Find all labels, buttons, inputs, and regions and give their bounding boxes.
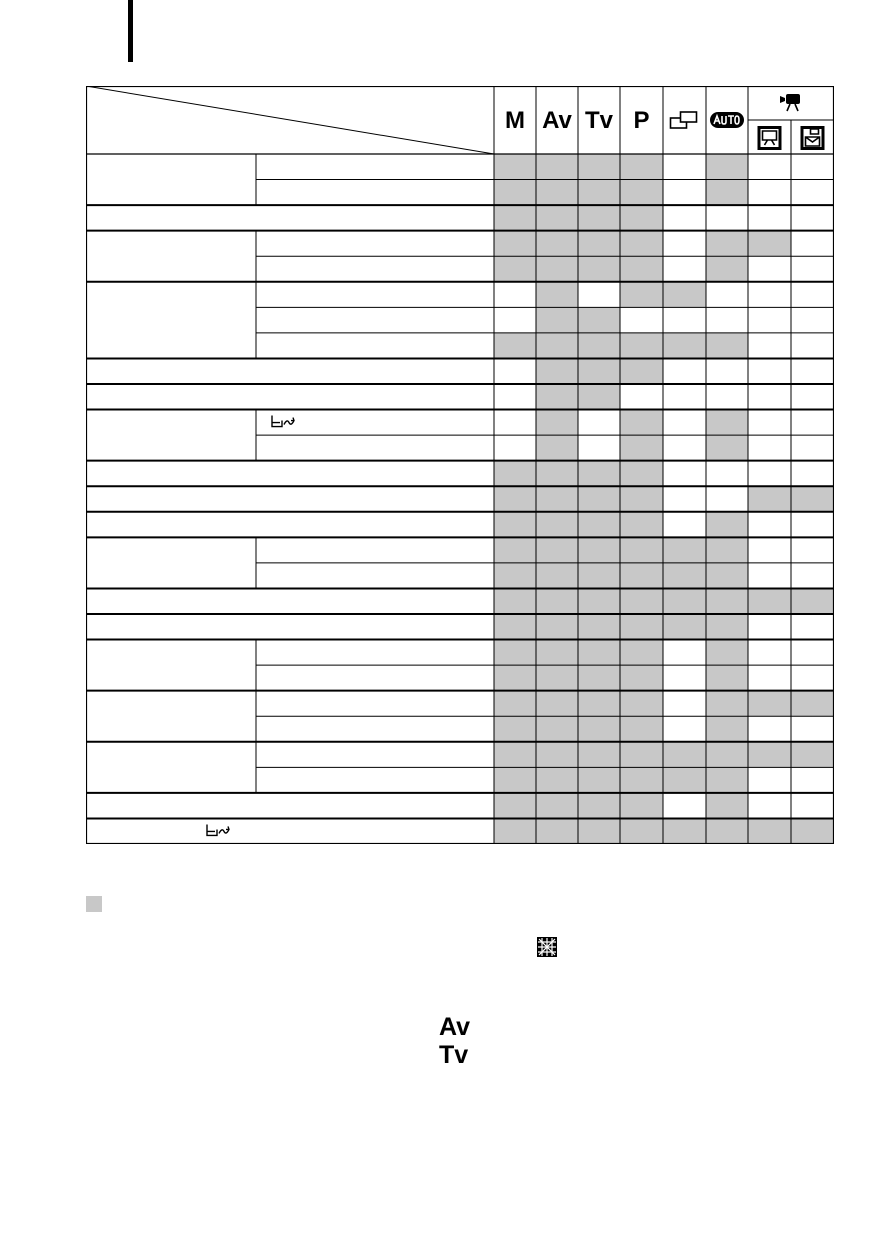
table-cell-available (620, 205, 663, 231)
table-cell-available (494, 512, 536, 538)
table-cell-available (578, 512, 620, 538)
table-cell-available (578, 716, 620, 742)
table-cell-available (620, 231, 663, 257)
table-cell-available (620, 180, 663, 206)
table-cell-available (536, 818, 578, 844)
table-cell-available (536, 640, 578, 666)
table-cell-available (536, 282, 578, 308)
table-cell-available (494, 205, 536, 231)
table-cell-available (663, 614, 706, 640)
table-cell-available (748, 691, 791, 717)
table-cell-available (536, 154, 578, 180)
table-cell-available (748, 486, 791, 512)
table-cell-available (536, 384, 578, 410)
table-cell-available (578, 231, 620, 257)
table-cell-available (620, 256, 663, 282)
table-cell-available (494, 691, 536, 717)
table-cell-available (706, 256, 748, 282)
table-cell-available (620, 154, 663, 180)
table-cell-available (663, 563, 706, 589)
table-cell-available (536, 307, 578, 333)
table-cell-available (620, 640, 663, 666)
table-cell-available (536, 512, 578, 538)
table-cell-available (536, 614, 578, 640)
table-cell-available (706, 154, 748, 180)
table-cell-available (494, 614, 536, 640)
table-cell-available (578, 614, 620, 640)
auto-mode-icon (710, 112, 744, 128)
table-cell-available (706, 716, 748, 742)
table-cell-available (663, 818, 706, 844)
table-cell-available (494, 793, 536, 819)
table-cell-available (494, 180, 536, 206)
mode-label-p: P (633, 107, 650, 134)
table-cell-available (706, 231, 748, 257)
table-cell-available (578, 665, 620, 691)
table-cell-available (663, 537, 706, 563)
table-cell-available (536, 793, 578, 819)
table-cell-available (536, 665, 578, 691)
table-cell-available (620, 793, 663, 819)
table-cell-available (706, 588, 748, 614)
table-cell-available (620, 512, 663, 538)
movie-standard-icon (758, 126, 782, 150)
table-cell-available (706, 537, 748, 563)
table-cell-available (620, 333, 663, 359)
table-cell-available (706, 180, 748, 206)
table-cell-available (620, 665, 663, 691)
highlight-legend-swatch (86, 896, 102, 912)
table-grid (86, 86, 834, 844)
table-cell-available (578, 691, 620, 717)
table-cell-available (578, 384, 620, 410)
table-cell-available (748, 588, 791, 614)
stitch-assist-icon (671, 112, 697, 128)
table-cell-available (620, 691, 663, 717)
table-cell-available (791, 486, 834, 512)
table-cell-available (620, 537, 663, 563)
table-cell-available (706, 563, 748, 589)
table-cell-available (791, 691, 834, 717)
table-cell-available (536, 435, 578, 461)
table-cell-available (620, 410, 663, 436)
table-cell-available (494, 665, 536, 691)
table-cell-available (494, 640, 536, 666)
table-cell-available (494, 563, 536, 589)
table-cell-available (706, 435, 748, 461)
table-cell-available (536, 333, 578, 359)
table-cell-available (706, 818, 748, 844)
table-cell-available (706, 793, 748, 819)
table-cell-available (536, 461, 578, 487)
table-cell-available (494, 767, 536, 793)
table-cell-available (578, 333, 620, 359)
table-cell-available (578, 793, 620, 819)
movie-email-icon (801, 126, 825, 150)
table-cell-available (791, 818, 834, 844)
table-cell-available (536, 537, 578, 563)
table-cell-available (578, 358, 620, 384)
table-cell-available (706, 614, 748, 640)
function-availability-table (86, 86, 834, 844)
table-cell-available (620, 588, 663, 614)
table-cell-available (578, 640, 620, 666)
table-cell-available (791, 742, 834, 768)
table-cell-available (578, 537, 620, 563)
table-cell-available (536, 256, 578, 282)
table-cell-available (620, 358, 663, 384)
table-cell-available (663, 333, 706, 359)
table-cell-available (578, 307, 620, 333)
table-cell-available (663, 282, 706, 308)
table-cell-available (578, 588, 620, 614)
mode-label-av: Av (542, 107, 572, 134)
table-cell-available (620, 742, 663, 768)
header-diagonal (86, 86, 494, 154)
table-cell-available (620, 563, 663, 589)
table-cell-available (578, 154, 620, 180)
table-cell-available (494, 486, 536, 512)
table-cell-available (536, 767, 578, 793)
table-cell-available (536, 716, 578, 742)
table-cell-available (494, 537, 536, 563)
table-cell-available (620, 767, 663, 793)
table-cell-available (791, 588, 834, 614)
table-cell-available (536, 410, 578, 436)
table-cell-available (536, 563, 578, 589)
table-cell-available (663, 742, 706, 768)
table-cell-available (536, 588, 578, 614)
table-cell-available (748, 818, 791, 844)
table-cell-available (620, 818, 663, 844)
table-cell-available (494, 588, 536, 614)
table-cell-available (536, 742, 578, 768)
table-cell-available (663, 588, 706, 614)
table-cell-available (706, 410, 748, 436)
table-cell-available (663, 767, 706, 793)
note-mode-av: Av (439, 1013, 471, 1041)
table-cell-available (578, 767, 620, 793)
table-cell-available (536, 231, 578, 257)
print-share-icon (272, 416, 294, 427)
table-cell-available (578, 742, 620, 768)
table-cell-available (620, 614, 663, 640)
table-cell-available (748, 231, 791, 257)
table-cell-available (494, 154, 536, 180)
table-cell-available (494, 461, 536, 487)
table-cell-available (494, 742, 536, 768)
table-cell-available (620, 716, 663, 742)
table-cell-available (494, 231, 536, 257)
table-cell-available (536, 358, 578, 384)
table-cell-available (494, 716, 536, 742)
table-cell-available (706, 691, 748, 717)
table-cell-available (706, 665, 748, 691)
table-cell-available (578, 461, 620, 487)
table-cell-available (620, 486, 663, 512)
table-cell-available (494, 333, 536, 359)
table-cell-available (748, 742, 791, 768)
table-cell-available (578, 205, 620, 231)
page-edge-bar (128, 0, 133, 62)
table-cell-available (620, 435, 663, 461)
table-cell-available (578, 486, 620, 512)
table-cell-available (494, 818, 536, 844)
table-cell-available (706, 742, 748, 768)
movie-camera-icon (780, 94, 800, 111)
table-cell-available (578, 180, 620, 206)
mode-label-m: M (505, 107, 525, 134)
table-cell-available (536, 486, 578, 512)
table-cell-available (536, 180, 578, 206)
table-cell-available (706, 767, 748, 793)
table-cell-available (578, 563, 620, 589)
table-cell-available (620, 282, 663, 308)
table-cell-available (578, 256, 620, 282)
table-cell-available (578, 818, 620, 844)
mode-label-tv: Tv (584, 107, 614, 134)
table-cell-available (536, 691, 578, 717)
table-cell-available (706, 333, 748, 359)
table-cell-available (706, 640, 748, 666)
table-cell-available (620, 461, 663, 487)
pattern-icon (537, 937, 557, 957)
table-cell-available (494, 256, 536, 282)
note-mode-tv: Tv (439, 1041, 469, 1069)
table-cell-available (536, 205, 578, 231)
print-share-icon (207, 824, 229, 835)
table-cell-available (706, 512, 748, 538)
